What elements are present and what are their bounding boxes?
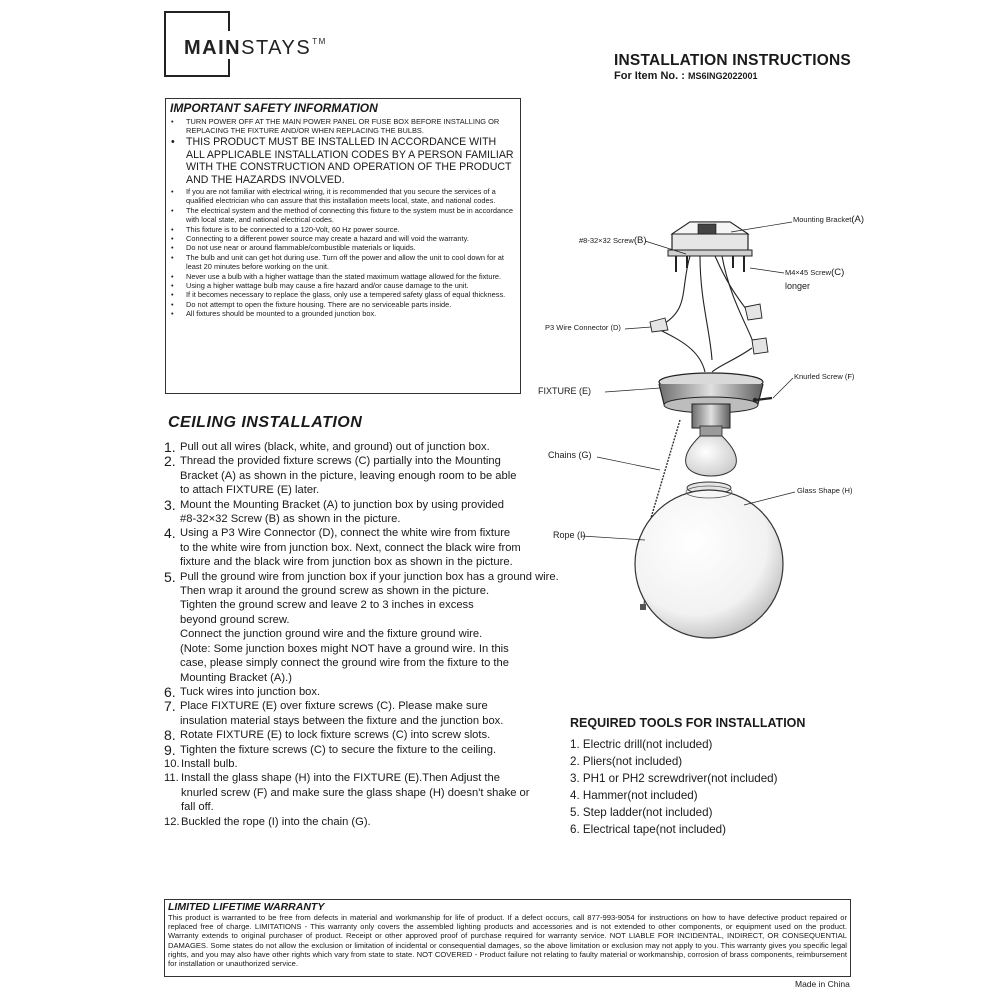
label-screw-c: M4×45 Screw(C) <box>785 267 845 278</box>
step-number: 1. <box>164 439 176 455</box>
warranty-text: This product is warranted to be free from defects in material and workmanship for life of product. If a defect occurs, call 877-993-9054 for instructions on how to have defective product repaired or replaced free of charge. LIMITATIONS - This warranty only covers the assembled lighting products and accessories and is not extended to other components, or equipment used on the product. Warranty extends to original purchaser of product. Receipt or other approved proof of purchase required for warranty service. NOT LIABLE FOR INCIDENTAL, INDIRECT, OR CONSEQUENTIAL DAMAGES. Some states do not allow the exclusion or limitation of incidental or consequential damages, so the above limitation or exclusion may not apply to you. This warranty gives you specific legal rights, and you may also have other rights which vary from state to state. NOT COVERED - Product failure not relating to faulty material or workmanship, corrosion of brass components, reimbursement for installation or unauthorized service. <box>168 913 847 969</box>
safety-item: • The bulb and unit can get hot during use. Turn off the power and allow the unit to cool down for at least 20 minutes before working on the unit. <box>170 253 516 272</box>
step-text-line: beyond ground screw. <box>180 613 290 626</box>
light-bulb <box>686 426 737 476</box>
step-text-line: Mount the Mounting Bracket (A) to junction box by using provided <box>180 498 504 511</box>
junction-box <box>668 222 752 256</box>
step-text-line: fall off. <box>181 801 214 814</box>
label-screw-c-note: longer <box>785 281 811 291</box>
safety-item: • Do not attempt to open the fixture housing. There are no serviceable parts inside. <box>170 300 516 309</box>
step-text-line: case, please simply connect the ground wire from the fixture to the <box>180 657 509 670</box>
step-text-line: Rotate FIXTURE (E) to lock fixture screws (C) into screw slots. <box>180 729 491 742</box>
step-text-line: Place FIXTURE (E) over fixture screws (C). Please make sure <box>180 700 488 713</box>
tools-title: REQUIRED TOOLS FOR INSTALLATION <box>570 716 806 730</box>
safety-item: • This fixture is to be connected to a 120-Volt, 60 Hz power source. <box>170 225 516 234</box>
logo-wordmark: MAINSTAYS™ <box>184 37 327 59</box>
glass-globe <box>635 482 783 638</box>
step-text-line: to attach FIXTURE (E) later. <box>180 484 320 497</box>
step-text-line: (Note: Some junction boxes might NOT have a ground wire. In this <box>180 642 509 655</box>
step-text-line: Mounting Bracket (A).) <box>180 671 292 684</box>
wires <box>660 256 754 372</box>
step-text-line: #8-32×32 Screw (B) as shown in the picture. <box>180 513 401 526</box>
step-text-line: Tuck wires into junction box. <box>180 685 321 698</box>
safety-item: • Using a higher wattage bulb may cause a fire hazard and/or cause damage to the unit. <box>170 281 516 290</box>
fixture-canopy <box>659 373 763 428</box>
item-number-line: For Item No. : MS6ING2022001 <box>614 70 758 82</box>
safety-item: • Connecting to a different power source may create a hazard and will void the warranty. <box>170 234 516 243</box>
safety-item: • If you are not familiar with electrical wiring, it is recommended that you secure the services of a qualified electrician who can assure that this installation meets local, state, and national codes. <box>170 187 516 206</box>
step-number: 6. <box>164 683 176 700</box>
tool-item: 5. Step ladder(not included) <box>570 806 713 819</box>
step-number: 7. <box>164 698 176 715</box>
step-text-line: Connect the junction ground wire and the fixture ground wire. <box>180 628 483 641</box>
label-knurled-screw: Knurled Screw (F) <box>794 372 855 381</box>
tool-item: 6. Electrical tape(not included) <box>570 823 726 836</box>
tool-item: 3. PH1 or PH2 screwdriver(not included) <box>570 772 778 785</box>
label-glass-shape: Glass Shape (H) <box>797 486 853 495</box>
safety-item: • TURN POWER OFF AT THE MAIN POWER PANEL OR FUSE BOX BEFORE INSTALLING OR REPLACING THE FIXTURE AND/OR WHEN REPLACING THE BULBS. <box>170 117 516 136</box>
step-text-line: Buckled the rope (I) into the chain (G). <box>181 815 371 828</box>
safety-title: IMPORTANT SAFETY INFORMATION <box>170 101 378 115</box>
tool-item: 2. Pliers(not included) <box>570 755 683 768</box>
step-number: 10. <box>164 757 180 770</box>
label-mounting-bracket: Mounting Bracket(A) <box>793 214 865 225</box>
step-number: 4. <box>164 525 176 542</box>
safety-item: • All fixtures should be mounted to a grounded junction box. <box>170 309 516 318</box>
label-rope: Rope (I) <box>553 530 586 540</box>
tool-item: 4. Hammer(not included) <box>570 789 698 802</box>
label-fixture: FIXTURE (E) <box>538 386 591 396</box>
made-in-label: Made in China <box>795 979 850 989</box>
label-wire-connector: P3 Wire Connector (D) <box>545 323 621 332</box>
step-number: 8. <box>164 727 176 744</box>
knurled-screw <box>753 398 772 402</box>
label-chains: Chains (G) <box>548 450 592 460</box>
warranty-title: LIMITED LIFETIME WARRANTY <box>168 901 325 913</box>
wire-connectors <box>650 304 768 354</box>
step-text-line: Thread the provided fixture screws (C) partially into the Mounting <box>180 455 501 468</box>
step-number: 9. <box>164 741 176 758</box>
ceiling-installation-title: CEILING INSTALLATION <box>168 414 363 431</box>
label-screw-b: #8-32×32 Screw(B) <box>579 235 647 246</box>
step-number: 5. <box>164 568 176 585</box>
tool-item: 1. Electric drill(not included) <box>570 738 713 751</box>
step-text-line: Pull the ground wire from junction box if your junction box has a ground wire. <box>180 570 559 583</box>
step-number: 3. <box>164 496 176 513</box>
item-number: MS6ING2022001 <box>687 71 758 81</box>
safety-item: • Do not use near or around flammable/combustible materials or liquids. <box>170 243 516 252</box>
step-number: 12. <box>164 815 180 828</box>
safety-item: • The electrical system and the method of connecting this fixture to the system must be in accordance with local state, and national electrical codes. <box>170 206 516 225</box>
step-text-line: Bracket (A) as shown in the picture, leaving enough room to be able <box>180 469 517 482</box>
mounting-screws <box>676 256 744 272</box>
safety-item: • THIS PRODUCT MUST BE INSTALLED IN ACCORDANCE WITH ALL APPLICABLE INSTALLATION CODES BY A PERSON FAMILIAR WITH THE CONSTRUCTION AND OPERATION OF THE PRODUCT AND THE HAZARDS INVOLVED. <box>170 136 516 187</box>
step-text-line: insulation material stays between the fixture and the junction box. <box>180 714 504 727</box>
safety-item: • If it becomes necessary to replace the glass, only use a tempered safety glass of equal thickness. <box>170 290 516 299</box>
step-text-line: Install bulb. <box>181 757 238 770</box>
step-text-line: to the white wire from junction box. Next, connect the black wire from <box>180 541 521 554</box>
step-text-line: knurled screw (F) and make sure the glass shape (H) doesn't shake or <box>181 786 530 799</box>
page-title: INSTALLATION INSTRUCTIONS <box>614 52 851 69</box>
step-text-line: Install the glass shape (H) into the FIXTURE (E).Then Adjust the <box>181 772 500 785</box>
step-number: 2. <box>164 453 176 470</box>
step-text-line: fixture and the black wire from junction box as shown in the picture. <box>180 556 513 569</box>
step-text-line: Tighten the fixture screws (C) to secure the fixture to the ceiling. <box>180 743 497 756</box>
step-text-line: Using a P3 Wire Connector (D), connect the white wire from fixture <box>180 527 511 540</box>
step-number: 11. <box>164 772 179 785</box>
step-text-line: Then wrap it around the ground screw as shown in the picture. <box>180 585 490 598</box>
safety-item: • Never use a bulb with a higher wattage than the stated maximum wattage allowed for the fixture. <box>170 272 516 281</box>
step-text-line: Pull out all wires (black, white, and ground) out of junction box. <box>180 441 490 453</box>
step-text-line: Tighten the ground screw and leave 2 to 3 inches in excess <box>180 599 474 612</box>
